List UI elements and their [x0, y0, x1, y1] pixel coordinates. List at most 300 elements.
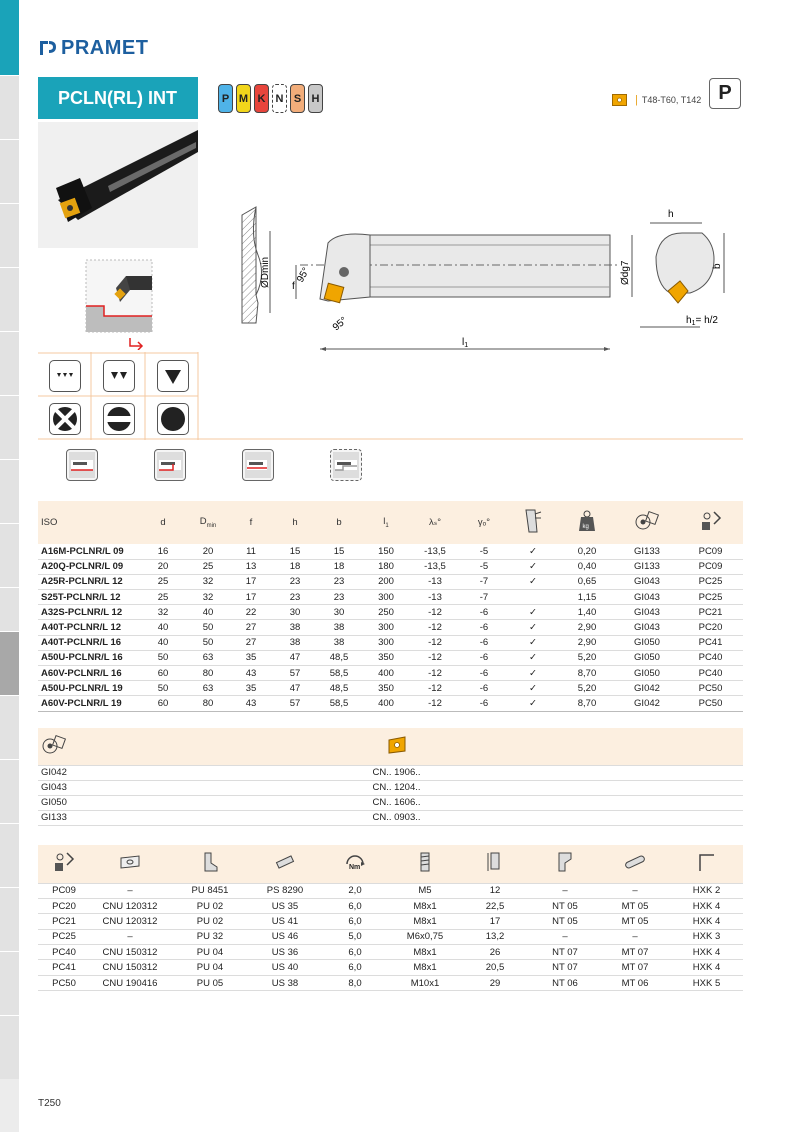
table-cell: 50 — [188, 620, 228, 635]
table-cell: CNU 120312 — [90, 898, 170, 913]
table-cell: MT 05 — [600, 898, 670, 913]
insert-rhombus-icon — [612, 94, 627, 106]
table-cell: -12 — [410, 620, 460, 635]
table-cell: PU 05 — [170, 975, 250, 990]
table-cell: 38 — [316, 620, 362, 635]
table-cell: -12 — [410, 666, 460, 681]
col-l1: $l_1$ — [383, 516, 389, 529]
table-cell: PC25 — [38, 929, 90, 944]
side-tab[interactable] — [0, 887, 19, 951]
table-cell: -12 — [410, 696, 460, 711]
table-cell: 0,65 — [558, 574, 616, 589]
table-cell: 0,20 — [558, 544, 616, 559]
dim-dg7: Ødg7 — [620, 260, 631, 285]
table-cell: PC50 — [678, 681, 743, 696]
table-cell: 23 — [316, 574, 362, 589]
table-cell: ✓ — [508, 574, 558, 589]
table-cell: ✓ — [508, 681, 558, 696]
table-cell: MT 06 — [600, 975, 670, 990]
table-cell: 58,5 — [316, 696, 362, 711]
col-gamma: γₒ° — [477, 517, 491, 528]
table-cell: HXK 4 — [670, 960, 743, 975]
table-cell: 6,0 — [320, 914, 390, 929]
shim-icon — [119, 854, 141, 870]
col-key — [670, 845, 743, 883]
table-cell: -6 — [460, 635, 508, 650]
table-cell: PU 04 — [170, 960, 250, 975]
table-cell: M10x1 — [390, 975, 460, 990]
table-cell: HXK 3 — [670, 929, 743, 944]
insert-holder-cell: GI133 — [38, 810, 90, 825]
table-cell: 15 — [274, 544, 316, 559]
table-cell: PC21 — [678, 605, 743, 620]
col-weight — [558, 501, 616, 544]
table-row — [38, 945, 743, 960]
dim-f: f — [292, 281, 295, 292]
logo-mark-icon — [38, 38, 58, 58]
col-insert-holder — [616, 501, 678, 544]
iso-code-cell: S25T-PCLNR/L 12 — [38, 590, 138, 605]
table-cell: 20,5 — [460, 960, 530, 975]
table-cell: 2,0 — [320, 883, 390, 898]
table-row — [38, 795, 743, 810]
table-cell: PC41 — [38, 960, 90, 975]
table-cell: ✓ — [508, 605, 558, 620]
col-d: d — [160, 517, 166, 528]
table-cell: CNU 150312 — [90, 960, 170, 975]
table-cell: PC40 — [678, 650, 743, 665]
table-cell: 38 — [316, 635, 362, 650]
table-cell: PS 8290 — [250, 883, 320, 898]
table-row — [38, 635, 743, 650]
table-cell: 30 — [316, 605, 362, 620]
col-f: f — [249, 517, 253, 528]
table-cell: 18 — [316, 559, 362, 574]
table-cell: NT 05 — [530, 898, 600, 913]
table-cell: – — [530, 929, 600, 944]
table-cell: 35 — [228, 650, 274, 665]
insert-seat-icon — [634, 510, 660, 532]
table-cell: 32 — [188, 574, 228, 589]
table-cell: MT 07 — [600, 945, 670, 960]
side-index-strip — [0, 0, 19, 1132]
table-cell: 300 — [362, 635, 410, 650]
table-cell: -13 — [410, 574, 460, 589]
pin-icon — [623, 854, 647, 870]
table-cell: US 38 — [250, 975, 320, 990]
finishing-symbol-icon — [49, 360, 81, 392]
side-tab[interactable] — [0, 1015, 19, 1079]
table-cell: M8x1 — [390, 914, 460, 929]
table-cell: 11 — [228, 544, 274, 559]
col-shim — [90, 845, 170, 883]
table-cell: GI050 — [616, 666, 678, 681]
table-cell: M5 — [390, 883, 460, 898]
table-cell: 12 — [460, 883, 530, 898]
table-cell: 23 — [274, 574, 316, 589]
table-cell: HXK 2 — [670, 883, 743, 898]
bore-step-icon — [154, 449, 186, 481]
table-cell: PC20 — [678, 620, 743, 635]
table-cell: 8,0 — [320, 975, 390, 990]
table-cell: 48,5 — [316, 681, 362, 696]
material-badge-n: N — [272, 84, 287, 113]
roughing-symbol-icon — [157, 360, 189, 392]
table-cell: 2,90 — [558, 635, 616, 650]
tool-photo — [38, 122, 198, 248]
col-thread — [390, 845, 460, 883]
table-cell: HXK 4 — [670, 898, 743, 913]
table-row — [38, 620, 743, 635]
table-cell: 29 — [460, 975, 530, 990]
table-cell: 38 — [274, 620, 316, 635]
table-cell: NT 07 — [530, 945, 600, 960]
col-coolant — [508, 501, 558, 544]
col-b: b — [336, 517, 342, 528]
divider-bar: | — [635, 94, 638, 106]
table-cell: – — [600, 883, 670, 898]
col-parts-set — [38, 845, 90, 883]
table-cell: 58,5 — [316, 666, 362, 681]
material-badge-s: S — [290, 84, 305, 113]
table-cell: US 35 — [250, 898, 320, 913]
side-tab[interactable] — [0, 395, 19, 459]
material-groups — [218, 84, 323, 113]
side-tab-active[interactable] — [0, 631, 19, 695]
table-cell: M6x0,75 — [390, 929, 460, 944]
table-cell: 13 — [228, 559, 274, 574]
table-row — [38, 810, 743, 825]
table-cell: 20 — [188, 544, 228, 559]
table-cell: 300 — [362, 590, 410, 605]
insert-rhombus-icon — [387, 735, 407, 755]
page-number: T250 — [38, 1098, 61, 1109]
table-row — [38, 780, 743, 795]
product-title: PCLN(RL) INT — [38, 77, 198, 119]
insert-code-cell: CN.. 0903.. — [90, 810, 743, 825]
table-row — [38, 960, 743, 975]
tool-dimension-table — [38, 501, 743, 712]
table-cell: -12 — [410, 681, 460, 696]
svg-text:Nm: Nm — [349, 864, 361, 872]
table-cell: 27 — [228, 620, 274, 635]
col-pin — [600, 845, 670, 883]
table-header-row — [38, 501, 743, 544]
table-cell: 32 — [138, 605, 188, 620]
table-cell: 47 — [274, 650, 316, 665]
table-cell: 350 — [362, 650, 410, 665]
table-cell: PC41 — [678, 635, 743, 650]
table-cell: ✓ — [508, 620, 558, 635]
table-cell: 50 — [188, 635, 228, 650]
table-cell: 27 — [228, 635, 274, 650]
table-cell: -5 — [460, 544, 508, 559]
insert-code-cell: CN.. 1906.. — [90, 765, 743, 780]
thread-icon — [419, 851, 431, 873]
table-row — [38, 898, 743, 913]
table-cell: -13 — [410, 590, 460, 605]
insert-code-cell: CN.. 1204.. — [90, 780, 743, 795]
table-cell: 2,90 — [558, 620, 616, 635]
table-row — [38, 590, 743, 605]
table-cell: GI043 — [616, 590, 678, 605]
spare-parts-icon — [53, 851, 75, 873]
table-cell: -6 — [460, 650, 508, 665]
table-cell: PU 02 — [170, 898, 250, 913]
table-cell: GI050 — [616, 635, 678, 650]
table-cell: -6 — [460, 696, 508, 711]
table-cell: 63 — [188, 650, 228, 665]
table-cell: 22 — [228, 605, 274, 620]
hex-key-icon — [696, 851, 718, 873]
bore-profile-icon — [330, 449, 362, 481]
col-h: h — [292, 517, 298, 528]
material-badge-k: K — [254, 84, 269, 113]
table-cell: 25 — [138, 574, 188, 589]
table-row — [38, 574, 743, 589]
table-cell: GI133 — [616, 544, 678, 559]
table-cell: 17 — [460, 914, 530, 929]
tool-dimension-drawing — [220, 195, 740, 360]
side-tab[interactable] — [0, 951, 19, 1015]
col-screw — [250, 845, 320, 883]
dim-b: b — [712, 263, 723, 269]
table-cell: PC20 — [38, 898, 90, 913]
insert-holder-cell: GI043 — [38, 780, 90, 795]
table-cell: CNU 190416 — [90, 975, 170, 990]
table-cell: 25 — [138, 590, 188, 605]
side-tab[interactable] — [0, 75, 19, 139]
table-cell: 6,0 — [320, 898, 390, 913]
spare-parts-icon — [700, 510, 722, 532]
table-cell: PU 32 — [170, 929, 250, 944]
screw-icon — [273, 854, 297, 870]
table-header-row — [38, 845, 743, 883]
table-cell: HXK 4 — [670, 945, 743, 960]
table-cell: -5 — [460, 559, 508, 574]
iso-code-cell: A60V-PCLNR/L 19 — [38, 696, 138, 711]
insert-grade-reference — [612, 94, 701, 106]
table-cell: MT 07 — [600, 960, 670, 975]
table-cell: GI050 — [616, 650, 678, 665]
table-cell: 5,20 — [558, 681, 616, 696]
table-cell: 47 — [274, 681, 316, 696]
iso-code-cell: A40T-PCLNR/L 16 — [38, 635, 138, 650]
table-cell: -13,5 — [410, 544, 460, 559]
table-cell: CNU 120312 — [90, 914, 170, 929]
brand-name: PRAMET — [61, 36, 149, 59]
table-cell: 5,0 — [320, 929, 390, 944]
table-row — [38, 666, 743, 681]
category-badge: P — [709, 78, 741, 109]
table-cell: MT 05 — [600, 914, 670, 929]
table-cell: NT 07 — [530, 960, 600, 975]
side-tab[interactable] — [0, 523, 19, 587]
table-cell: GI043 — [616, 605, 678, 620]
table-cell: PC21 — [38, 914, 90, 929]
table-row — [38, 883, 743, 898]
iso-code-cell: A50U-PCLNR/L 16 — [38, 650, 138, 665]
table-cell: PC09 — [678, 544, 743, 559]
table-cell: – — [530, 883, 600, 898]
side-tab[interactable] — [0, 267, 19, 331]
interrupted-cut-icon — [49, 403, 81, 435]
iso-code-cell: A50U-PCLNR/L 19 — [38, 681, 138, 696]
side-tab[interactable] — [0, 695, 19, 759]
table-cell: 30 — [274, 605, 316, 620]
table-cell: 5,20 — [558, 650, 616, 665]
col-lever — [170, 845, 250, 883]
machining-setup-diagram — [80, 258, 156, 350]
table-cell: 50 — [138, 650, 188, 665]
table-cell: PC40 — [678, 666, 743, 681]
insert-holder-cell: GI050 — [38, 795, 90, 810]
table-cell: 60 — [138, 666, 188, 681]
table-cell: 22,5 — [460, 898, 530, 913]
table-cell: PC50 — [678, 696, 743, 711]
table-cell: US 46 — [250, 929, 320, 944]
table-cell: 25 — [188, 559, 228, 574]
material-badge-m: M — [236, 84, 251, 113]
table-cell: -6 — [460, 681, 508, 696]
table-cell: 57 — [274, 666, 316, 681]
table-cell: 16 — [138, 544, 188, 559]
varying-depth-cut-icon — [103, 403, 135, 435]
table-cell: HXK 4 — [670, 914, 743, 929]
col-iso: ISO — [41, 517, 58, 528]
table-cell: 8,70 — [558, 666, 616, 681]
table-cell: -12 — [410, 650, 460, 665]
table-cell: 20 — [138, 559, 188, 574]
side-tab[interactable] — [0, 139, 19, 203]
side-tab[interactable] — [0, 823, 19, 887]
iso-code-cell: A25R-PCLNR/L 12 — [38, 574, 138, 589]
table-cell: 40 — [188, 605, 228, 620]
dim-h1: $h_1= h/2$ — [686, 315, 718, 327]
table-cell: CNU 150312 — [90, 945, 170, 960]
table-cell: NT 05 — [530, 914, 600, 929]
table-cell: PC09 — [38, 883, 90, 898]
table-cell: 200 — [362, 574, 410, 589]
table-cell: US 36 — [250, 945, 320, 960]
table-cell: 13,2 — [460, 929, 530, 944]
medium-machining-symbol-icon — [103, 360, 135, 392]
brand-logo — [38, 36, 148, 60]
table-cell: ✓ — [508, 650, 558, 665]
side-tab[interactable] — [0, 203, 19, 267]
table-cell: GI133 — [616, 559, 678, 574]
col-length — [460, 845, 530, 883]
table-cell: -12 — [410, 605, 460, 620]
clamp-icon — [555, 851, 575, 873]
table-row — [38, 650, 743, 665]
material-badge-h: H — [308, 84, 323, 113]
iso-code-cell: A16M-PCLNR/L 09 — [38, 544, 138, 559]
table-cell: PU 02 — [170, 914, 250, 929]
insert-grade-text: T48-T60, T142 — [641, 95, 702, 105]
symbol-grid — [38, 352, 743, 442]
table-cell: 80 — [188, 666, 228, 681]
table-cell: -6 — [460, 620, 508, 635]
table-cell: 0,40 — [558, 559, 616, 574]
bore-through-icon — [66, 449, 98, 481]
table-cell: 38 — [274, 635, 316, 650]
insert-table — [38, 728, 743, 826]
table-cell: GI042 — [616, 681, 678, 696]
side-tab[interactable] — [0, 759, 19, 823]
table-cell: GI043 — [616, 620, 678, 635]
table-cell: 17 — [228, 590, 274, 605]
table-cell: -12 — [410, 635, 460, 650]
insert-seat-icon — [41, 734, 67, 756]
table-cell: 57 — [274, 696, 316, 711]
table-row — [38, 696, 743, 711]
svg-text:kg: kg — [582, 524, 589, 530]
table-cell: 1,40 — [558, 605, 616, 620]
table-cell: 350 — [362, 681, 410, 696]
table-cell: 150 — [362, 544, 410, 559]
table-cell: ✓ — [508, 696, 558, 711]
table-cell: 23 — [274, 590, 316, 605]
side-tab[interactable] — [0, 459, 19, 523]
table-row — [38, 559, 743, 574]
table-cell: PU 8451 — [170, 883, 250, 898]
iso-code-cell: A60V-PCLNR/L 16 — [38, 666, 138, 681]
table-cell: 400 — [362, 666, 410, 681]
angle-label-1: 95° — [295, 265, 313, 285]
iso-code-cell: A20Q-PCLNR/L 09 — [38, 559, 138, 574]
table-row — [38, 975, 743, 990]
table-cell: 50 — [138, 681, 188, 696]
table-cell: – — [90, 929, 170, 944]
table-cell: 40 — [138, 635, 188, 650]
table-cell: PC09 — [678, 559, 743, 574]
table-cell: 60 — [138, 696, 188, 711]
table-cell: M8x1 — [390, 945, 460, 960]
col-clamp — [530, 845, 600, 883]
table-row — [38, 605, 743, 620]
table-cell: US 40 — [250, 960, 320, 975]
table-cell: 8,70 — [558, 696, 616, 711]
weight-kg-icon — [577, 510, 597, 532]
table-cell: 43 — [228, 696, 274, 711]
table-cell: PC40 — [38, 945, 90, 960]
table-cell: PC50 — [38, 975, 90, 990]
table-cell: PC25 — [678, 574, 743, 589]
material-badge-p: P — [218, 84, 233, 113]
table-cell: 32 — [188, 590, 228, 605]
bore-blind-icon — [242, 449, 274, 481]
table-cell: ✓ — [508, 635, 558, 650]
dim-dmin: ØDmin — [260, 256, 271, 288]
col-insert-head — [90, 728, 743, 765]
torque-nm-icon — [343, 850, 367, 874]
table-cell: 6,0 — [320, 960, 390, 975]
table-cell: 6,0 — [320, 945, 390, 960]
table-cell: PC25 — [678, 590, 743, 605]
table-cell: 23 — [316, 590, 362, 605]
table-cell: 1,15 — [558, 590, 616, 605]
side-tab[interactable] — [0, 331, 19, 395]
table-cell: 15 — [316, 544, 362, 559]
side-accent — [0, 0, 19, 75]
table-cell: M8x1 — [390, 898, 460, 913]
continuous-cut-icon — [157, 403, 189, 435]
table-cell: 18 — [274, 559, 316, 574]
angle-label-2: 95° — [330, 315, 350, 334]
col-insert-holder-head — [38, 728, 90, 765]
lever-icon — [199, 851, 221, 873]
